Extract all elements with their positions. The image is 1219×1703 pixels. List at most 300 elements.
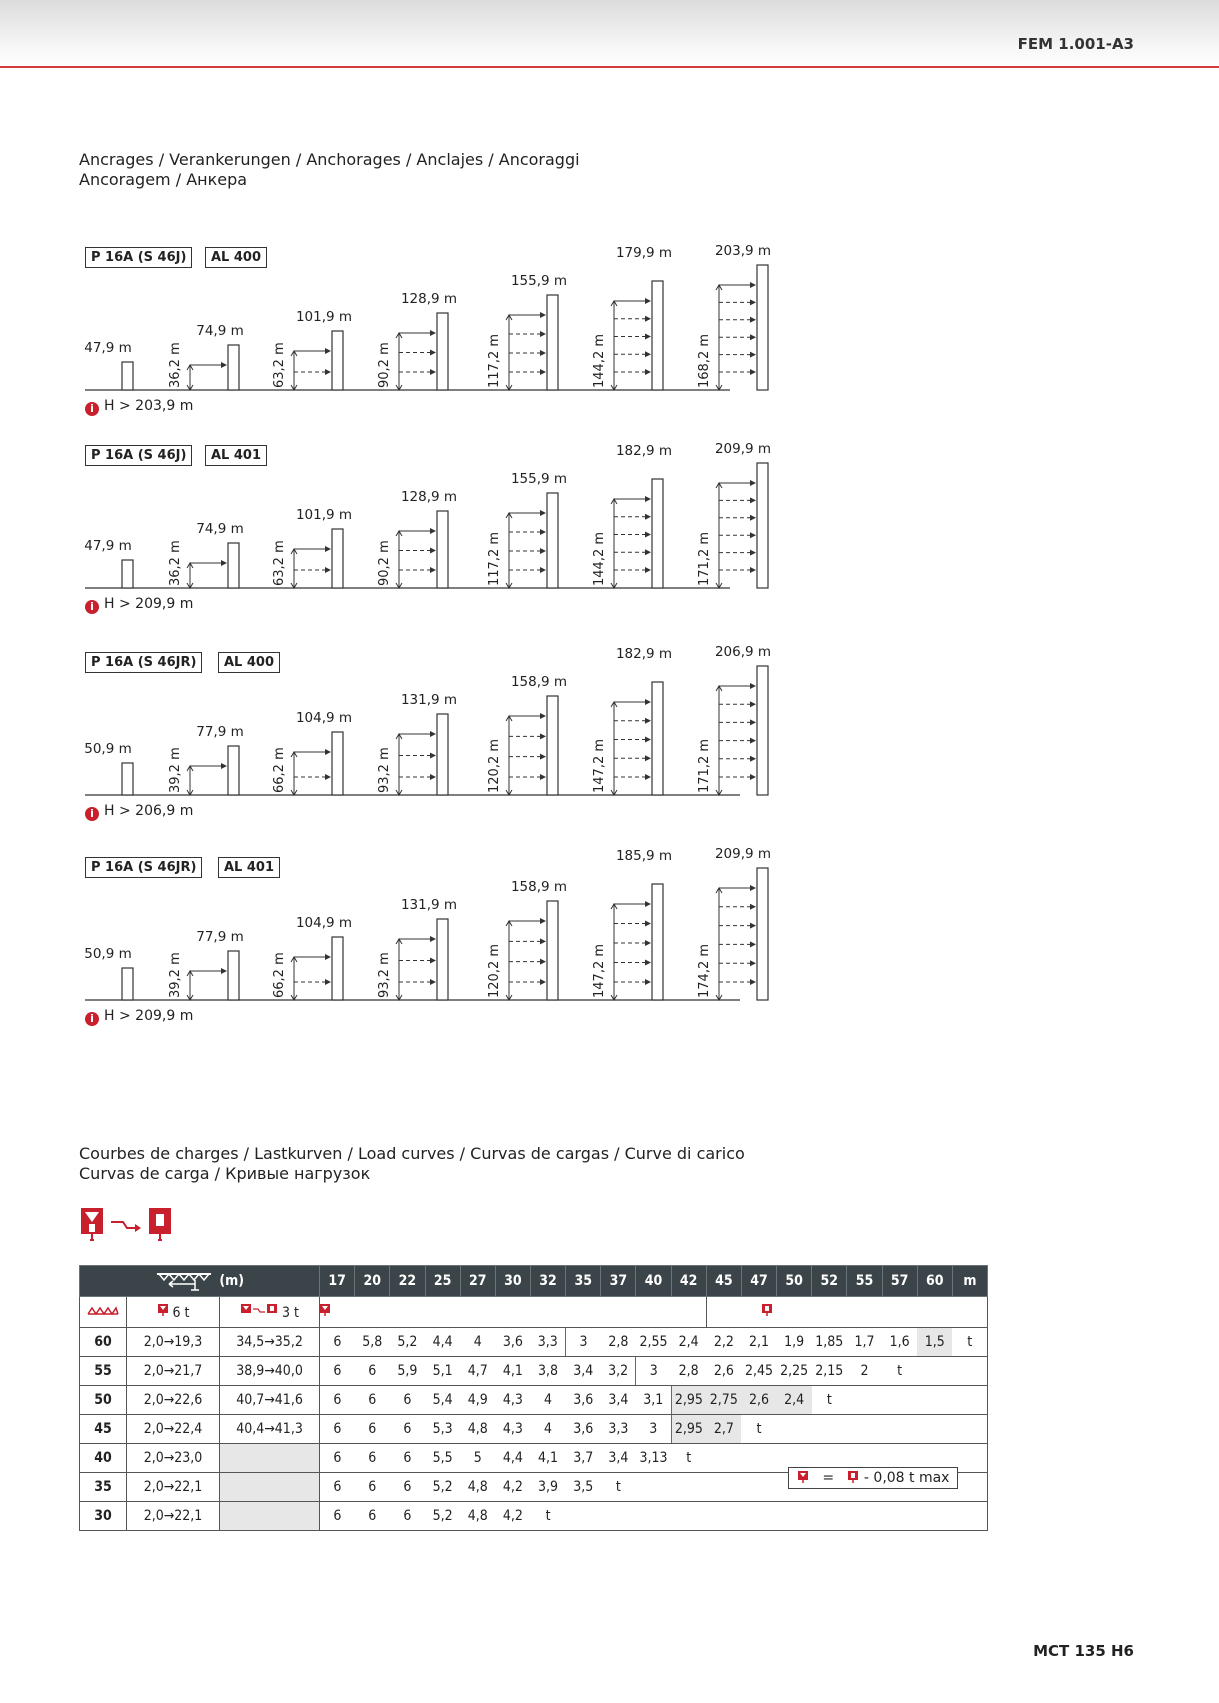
empty-cell xyxy=(777,1415,988,1444)
info-icon: i xyxy=(85,807,99,821)
load-value-cell: 1,6 xyxy=(882,1328,917,1357)
anchor-height-label: 168,2 m xyxy=(697,333,712,388)
anchor-arrow xyxy=(430,731,436,737)
anchor-arrow xyxy=(325,348,331,354)
anchor-type-tag: AL 400 xyxy=(218,652,280,673)
tower-height-label: 47,9 m xyxy=(84,340,132,356)
distance-header: 42 xyxy=(671,1266,706,1297)
height-note-text: H > 206,9 m xyxy=(104,803,194,819)
load-value-cell: 5,2 xyxy=(425,1473,460,1502)
anchor-height-label: 66,2 m xyxy=(272,952,287,998)
tower-height-label: 104,9 m xyxy=(295,915,353,931)
legend-equals: = xyxy=(822,1470,835,1486)
load-value-cell: 6 xyxy=(355,1444,390,1473)
load-value-cell: 2,1 xyxy=(741,1328,776,1357)
load-value-cell: 3,13 xyxy=(636,1444,671,1473)
range-3t-cell xyxy=(220,1502,320,1531)
anchor-arrow xyxy=(750,979,756,985)
distance-header: 30 xyxy=(495,1266,530,1297)
anchor-arrow xyxy=(430,979,436,985)
mast-tower xyxy=(757,868,768,1000)
load-value-cell: 5,2 xyxy=(425,1502,460,1531)
trolley-icon xyxy=(761,1305,773,1321)
mast-tower xyxy=(437,919,448,1000)
jib-length-cell: 60 xyxy=(80,1328,127,1357)
hook-icon xyxy=(320,1305,331,1321)
load-value-cell: 3,6 xyxy=(566,1386,601,1415)
height-note-text: H > 209,9 m xyxy=(104,1008,194,1024)
load-value-cell: 6 xyxy=(320,1502,355,1531)
mast-tower xyxy=(757,463,768,588)
distance-header: 52 xyxy=(812,1266,847,1297)
tower-height-label: 101,9 m xyxy=(295,507,353,523)
tower-height-label: 77,9 m xyxy=(196,929,244,945)
load-value-cell: 2,25 xyxy=(777,1357,812,1386)
anchor-arrow xyxy=(750,282,756,288)
table-row xyxy=(80,1386,988,1415)
unit-cell: t xyxy=(882,1357,917,1386)
tower-height-label: 74,9 m xyxy=(196,323,244,339)
anchor-arrow xyxy=(540,312,546,318)
anchor-arrow xyxy=(645,718,651,724)
load-value-cell: 3,3 xyxy=(530,1328,565,1357)
anchor-arrow xyxy=(540,510,546,516)
load-value-cell: 4,8 xyxy=(460,1473,495,1502)
height-note xyxy=(85,1008,193,1026)
tower-height-label: 128,9 m xyxy=(400,489,458,505)
empty-cell xyxy=(566,1502,988,1531)
anchor-arrow xyxy=(645,351,651,357)
anchor-height-label: 117,2 m xyxy=(487,531,502,586)
radius-header xyxy=(80,1266,320,1297)
distance-header: 35 xyxy=(566,1266,601,1297)
unit-cell: t xyxy=(952,1328,987,1357)
tower-height-label: 77,9 m xyxy=(196,724,244,740)
anchor-arrow xyxy=(645,316,651,322)
anchor-arrow xyxy=(325,774,331,780)
anchor-arrow xyxy=(750,904,756,910)
anchor-arrow xyxy=(750,480,756,486)
anchor-arrow xyxy=(540,733,546,739)
height-note xyxy=(85,803,193,821)
load-value-cell: 3 xyxy=(636,1415,671,1444)
anchor-arrow xyxy=(540,369,546,375)
distance-header: 37 xyxy=(601,1266,636,1297)
tower-height-label: 179,9 m xyxy=(615,245,673,261)
anchor-arrow xyxy=(750,960,756,966)
load-value-cell: 2,7 xyxy=(706,1415,741,1444)
jib-length-cell: 45 xyxy=(80,1415,127,1444)
anchor-arrow xyxy=(750,515,756,521)
anchorages-title xyxy=(79,150,580,190)
load-value-cell: 4,4 xyxy=(425,1328,460,1357)
anchor-height-label: 90,2 m xyxy=(377,540,392,586)
tower-height-label: 158,9 m xyxy=(510,674,568,690)
anchor-arrow xyxy=(750,550,756,556)
anchor-arrow xyxy=(540,938,546,944)
legend-text: - 0,08 t max xyxy=(863,1470,950,1486)
load-value-cell: 5 xyxy=(460,1444,495,1473)
distance-header: 32 xyxy=(530,1266,565,1297)
mast-tower xyxy=(652,884,663,1000)
load-value-cell: 6 xyxy=(355,1357,390,1386)
load-value-cell: 5,5 xyxy=(425,1444,460,1473)
distance-header: 55 xyxy=(847,1266,882,1297)
load-value-cell: 2 xyxy=(847,1357,882,1386)
load-value-cell: 5,3 xyxy=(425,1415,460,1444)
tower-height-label: 104,9 m xyxy=(295,710,353,726)
anchor-arrow xyxy=(645,549,651,555)
anchor-arrow xyxy=(540,567,546,573)
load-value-cell: 2,95 xyxy=(671,1386,706,1415)
range-6t-cell: 2,0→23,0 xyxy=(127,1444,220,1473)
anchor-arrow xyxy=(750,532,756,538)
anchorage-diagram xyxy=(80,846,800,1035)
anchor-arrow xyxy=(540,959,546,965)
info-icon: i xyxy=(85,402,99,416)
anchor-arrow xyxy=(540,918,546,924)
anchor-height-label: 117,2 m xyxy=(487,333,502,388)
tower-height-label: 158,9 m xyxy=(510,879,568,895)
height-note xyxy=(85,596,193,614)
mast-tower xyxy=(122,968,133,1000)
anchor-arrow xyxy=(750,719,756,725)
jib-icon-cell xyxy=(80,1297,127,1328)
load-value-cell: 5,8 xyxy=(355,1328,390,1357)
anchor-height-label: 63,2 m xyxy=(272,342,287,388)
anchor-arrow xyxy=(750,738,756,744)
anchor-height-label: 174,2 m xyxy=(697,943,712,998)
anchor-height-label: 66,2 m xyxy=(272,747,287,793)
mast-tower xyxy=(437,714,448,795)
mast-tower xyxy=(652,682,663,795)
load-value-cell: 3,6 xyxy=(495,1328,530,1357)
range-3t-cell xyxy=(220,1473,320,1502)
anchorage-drawing xyxy=(80,245,800,405)
anchor-arrow xyxy=(750,334,756,340)
tower-height-label: 74,9 m xyxy=(196,521,244,537)
jib-length-icon xyxy=(87,1306,119,1316)
mast-tower xyxy=(332,529,343,588)
anchor-arrow xyxy=(645,940,651,946)
anchor-arrow xyxy=(430,528,436,534)
jib-length-cell: 40 xyxy=(80,1444,127,1473)
jib-length-cell: 35 xyxy=(80,1473,127,1502)
table-row xyxy=(80,1415,988,1444)
load-value-cell: 6 xyxy=(320,1357,355,1386)
anchorage-diagram xyxy=(80,443,800,623)
load-value-cell: 6 xyxy=(355,1502,390,1531)
load-value-cell: 6 xyxy=(320,1473,355,1502)
anchor-arrow xyxy=(645,532,651,538)
anchor-arrow xyxy=(645,774,651,780)
anchor-height-label: 120,2 m xyxy=(487,738,502,793)
load-curves-title xyxy=(79,1144,745,1184)
range-6t-cell: 2,0→19,3 xyxy=(127,1328,220,1357)
anchor-arrow xyxy=(750,756,756,762)
distance-header: 60 xyxy=(917,1266,952,1297)
anchorages-title-line1: Ancrages / Verankerungen / Anchorages / Anclajes / Ancoraggi xyxy=(79,150,580,169)
tower-height-label: 131,9 m xyxy=(400,692,458,708)
distance-header: 20 xyxy=(355,1266,390,1297)
jib-length-cell: 55 xyxy=(80,1357,127,1386)
load-value-cell: 1,85 xyxy=(812,1328,847,1357)
mast-tower xyxy=(757,265,768,390)
anchor-arrow xyxy=(430,548,436,554)
tower-height-label: 50,9 m xyxy=(84,741,132,757)
mast-tower xyxy=(122,763,133,795)
anchor-arrow xyxy=(645,960,651,966)
distance-unit-header: m xyxy=(952,1266,987,1297)
range-6t-cell: 2,0→22,6 xyxy=(127,1386,220,1415)
anchor-arrow xyxy=(325,567,331,573)
load-value-cell: 2,8 xyxy=(601,1328,636,1357)
load-value-cell: 6 xyxy=(390,1386,425,1415)
load-value-cell: 6 xyxy=(320,1415,355,1444)
load-value-cell: 6 xyxy=(355,1473,390,1502)
jib-radius-icon xyxy=(155,1270,215,1292)
anchor-height-label: 144,2 m xyxy=(592,531,607,586)
empty-cell xyxy=(847,1386,988,1415)
anchor-arrow xyxy=(750,567,756,573)
anchor-arrow xyxy=(430,958,436,964)
empty-cell xyxy=(917,1357,987,1386)
anchor-arrow xyxy=(645,737,651,743)
mast-type-tag: P 16A (S 46J) xyxy=(85,445,192,466)
anchor-arrow xyxy=(645,921,651,927)
mast-tower xyxy=(122,560,133,588)
anchor-arrow xyxy=(750,885,756,891)
load-value-cell: 4,7 xyxy=(460,1357,495,1386)
anchor-height-label: 63,2 m xyxy=(272,540,287,586)
anchor-arrow xyxy=(540,548,546,554)
anchor-arrow xyxy=(750,683,756,689)
mast-tower xyxy=(547,493,558,588)
anchor-arrow xyxy=(430,567,436,573)
anchor-arrow xyxy=(540,774,546,780)
mast-tower xyxy=(652,479,663,588)
range-3t-cell xyxy=(220,1444,320,1473)
anchor-height-label: 36,2 m xyxy=(168,342,183,388)
load-value-cell: 4,2 xyxy=(495,1502,530,1531)
tower-height-label: 206,9 m xyxy=(714,644,772,660)
anchor-arrow xyxy=(750,774,756,780)
load-value-cell: 3,2 xyxy=(601,1357,636,1386)
mast-tower xyxy=(332,937,343,1000)
tower-height-label: 182,9 m xyxy=(615,646,673,662)
anchor-arrow xyxy=(325,954,331,960)
tower-height-label: 185,9 m xyxy=(615,848,673,864)
load-value-cell: 4,2 xyxy=(495,1473,530,1502)
anchor-arrow xyxy=(750,941,756,947)
mast-tower xyxy=(757,666,768,795)
tower-height-label: 101,9 m xyxy=(295,309,353,325)
load-value-cell: 4 xyxy=(460,1328,495,1357)
anchor-arrow xyxy=(540,350,546,356)
distance-header: 25 xyxy=(425,1266,460,1297)
distance-header: 47 xyxy=(741,1266,776,1297)
load-value-cell: 3,4 xyxy=(601,1386,636,1415)
jib-length-cell: 30 xyxy=(80,1502,127,1531)
model-name: MCT 135 H6 xyxy=(1033,1642,1134,1660)
unit-cell: t xyxy=(812,1386,847,1415)
tower-height-label: 128,9 m xyxy=(400,291,458,307)
load-value-cell: 3,4 xyxy=(601,1444,636,1473)
load-value-cell: 3,1 xyxy=(636,1386,671,1415)
mast-type-tag: P 16A (S 46JR) xyxy=(85,652,202,673)
load-value-cell: 3,6 xyxy=(566,1415,601,1444)
anchor-arrow xyxy=(645,514,651,520)
anchor-arrow xyxy=(430,774,436,780)
load-value-cell: 5,4 xyxy=(425,1386,460,1415)
anchor-height-label: 171,2 m xyxy=(697,531,712,586)
distance-header: 57 xyxy=(882,1266,917,1297)
anchor-arrow xyxy=(221,968,227,974)
unit-cell: t xyxy=(601,1473,636,1502)
anchor-arrow xyxy=(750,299,756,305)
anchor-arrow xyxy=(430,753,436,759)
anchor-height-label: 36,2 m xyxy=(168,540,183,586)
anchor-height-label: 90,2 m xyxy=(377,342,392,388)
load-value-cell: 4,1 xyxy=(530,1444,565,1473)
anchor-arrow xyxy=(540,331,546,337)
anchor-arrow xyxy=(645,699,651,705)
anchor-arrow xyxy=(325,979,331,985)
range-3t-cell: 38,9→40,0 xyxy=(220,1357,320,1386)
load-value-cell: 2,75 xyxy=(706,1386,741,1415)
load-value-cell: 1,9 xyxy=(777,1328,812,1357)
doc-code: FEM 1.001-A3 xyxy=(1017,35,1134,53)
distance-header-row xyxy=(80,1266,988,1297)
distance-header: 45 xyxy=(706,1266,741,1297)
anchor-arrow xyxy=(221,560,227,566)
anchor-arrow xyxy=(750,352,756,358)
mast-tower xyxy=(547,901,558,1000)
load-value-cell: 3 xyxy=(636,1357,671,1386)
unit-cell: t xyxy=(530,1502,565,1531)
load-value-cell: 2,45 xyxy=(741,1357,776,1386)
load-value-cell: 4,4 xyxy=(495,1444,530,1473)
load-value-cell: 4 xyxy=(530,1415,565,1444)
load-curves-title-line1: Courbes de charges / Lastkurven / Load curves / Curvas de cargas / Curve di carico xyxy=(79,1144,745,1163)
height-note xyxy=(85,398,193,416)
mast-type-tag: P 16A (S 46JR) xyxy=(85,857,202,878)
anchor-arrow xyxy=(750,923,756,929)
sub-6t-label: 6 t xyxy=(172,1305,190,1321)
info-icon: i xyxy=(85,1012,99,1026)
anchor-height-label: 93,2 m xyxy=(377,952,392,998)
load-value-cell: 6 xyxy=(320,1444,355,1473)
load-value-cell: 3,5 xyxy=(566,1473,601,1502)
height-note-text: H > 203,9 m xyxy=(104,398,194,414)
anchorage-drawing xyxy=(80,443,800,603)
anchorage-drawing xyxy=(80,650,800,810)
anchorages-title-line2: Ancoragem / Анкера xyxy=(79,170,248,189)
anchor-height-label: 171,2 m xyxy=(697,738,712,793)
anchor-height-label: 39,2 m xyxy=(168,952,183,998)
hook-icon xyxy=(157,1305,173,1321)
trolley-change-icon xyxy=(240,1303,278,1317)
load-value-cell: 6 xyxy=(320,1386,355,1415)
hook-icon xyxy=(797,1470,809,1484)
load-value-cell: 3,4 xyxy=(566,1357,601,1386)
load-value-cell: 4 xyxy=(530,1386,565,1415)
range-3t-cell: 40,7→41,6 xyxy=(220,1386,320,1415)
load-value-cell: 2,4 xyxy=(671,1328,706,1357)
load-value-cell: 2,8 xyxy=(671,1357,706,1386)
load-value-cell: 3,3 xyxy=(601,1415,636,1444)
anchor-arrow xyxy=(325,369,331,375)
range-6t-cell: 2,0→22,4 xyxy=(127,1415,220,1444)
anchorage-drawing xyxy=(80,855,800,1015)
load-value-cell: 1,5 xyxy=(917,1328,952,1357)
range-6t-cell: 2,0→21,7 xyxy=(127,1357,220,1386)
mast-tower xyxy=(332,331,343,390)
distance-header: 40 xyxy=(636,1266,671,1297)
range-3t-cell: 40,4→41,3 xyxy=(220,1415,320,1444)
distance-header: 27 xyxy=(460,1266,495,1297)
sub-6t xyxy=(127,1297,220,1328)
anchor-type-tag: AL 400 xyxy=(205,247,267,268)
anchor-arrow xyxy=(645,979,651,985)
anchor-arrow xyxy=(430,330,436,336)
load-value-cell: 4,8 xyxy=(460,1415,495,1444)
anchor-height-label: 39,2 m xyxy=(168,747,183,793)
distance-header: 50 xyxy=(777,1266,812,1297)
tower-height-label: 209,9 m xyxy=(714,441,772,457)
load-value-cell: 4,9 xyxy=(460,1386,495,1415)
anchor-arrow xyxy=(325,749,331,755)
load-value-cell: 2,6 xyxy=(706,1357,741,1386)
load-value-cell: 2,6 xyxy=(741,1386,776,1415)
mast-tower xyxy=(547,696,558,795)
mast-tower xyxy=(437,511,448,588)
anchor-arrow xyxy=(540,754,546,760)
anchor-arrow xyxy=(645,901,651,907)
anchorage-diagram xyxy=(80,644,800,830)
tower-height-label: 131,9 m xyxy=(400,897,458,913)
tower-height-label: 50,9 m xyxy=(84,946,132,962)
mast-type-tag: P 16A (S 46J) xyxy=(85,247,192,268)
load-value-cell: 3 xyxy=(566,1328,601,1357)
tower-height-label: 47,9 m xyxy=(84,538,132,554)
mast-tower xyxy=(228,951,239,1000)
tower-height-label: 155,9 m xyxy=(510,273,568,289)
anchor-height-label: 120,2 m xyxy=(487,943,502,998)
anchor-type-tag: AL 401 xyxy=(205,445,267,466)
load-value-cell: 4,3 xyxy=(495,1386,530,1415)
height-note-text: H > 209,9 m xyxy=(104,596,194,612)
load-value-cell: 6 xyxy=(390,1415,425,1444)
anchor-height-label: 93,2 m xyxy=(377,747,392,793)
trolley-switch-icon xyxy=(79,1206,179,1248)
tower-height-label: 155,9 m xyxy=(510,471,568,487)
distance-header: 22 xyxy=(390,1266,425,1297)
mast-tower xyxy=(228,543,239,588)
mast-tower xyxy=(228,345,239,390)
radius-unit: (m) xyxy=(219,1273,245,1289)
hook-zone-cell xyxy=(320,1297,707,1328)
load-value-cell: 2,95 xyxy=(671,1415,706,1444)
mast-tower xyxy=(228,746,239,795)
anchor-arrow xyxy=(750,701,756,707)
header-band xyxy=(0,0,1219,68)
anchor-arrow xyxy=(221,763,227,769)
load-value-cell: 4,1 xyxy=(495,1357,530,1386)
anchor-arrow xyxy=(645,496,651,502)
anchor-arrow xyxy=(540,979,546,985)
mast-tower xyxy=(547,295,558,390)
